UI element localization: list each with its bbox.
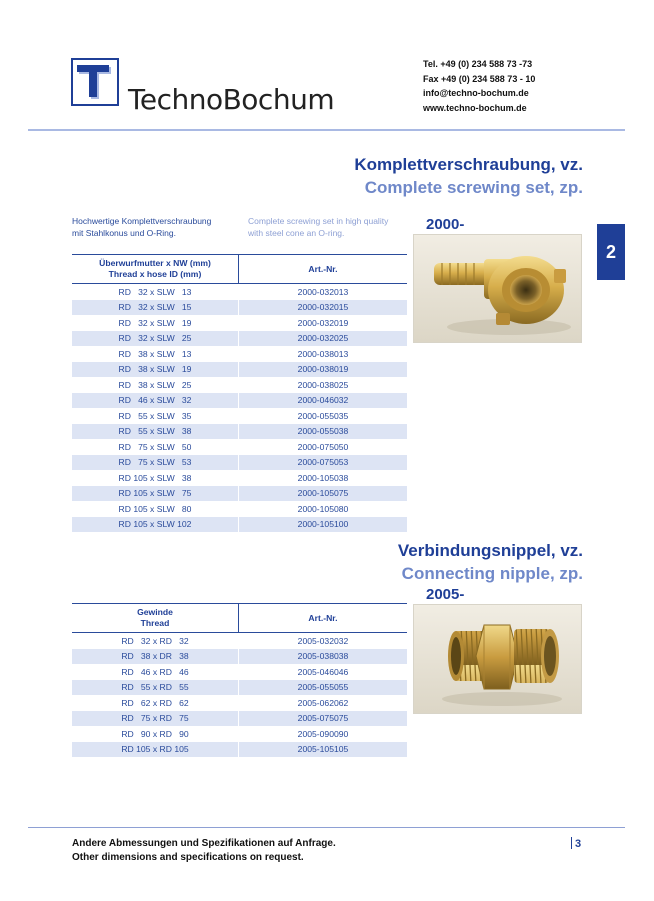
contact-web[interactable]: www.techno-bochum.de	[423, 102, 527, 113]
thread-size-cell: RD 75 x SLW 53	[72, 455, 239, 471]
article-number-cell: 2005-075075	[239, 711, 408, 727]
footer-note-en: Other dimensions and specifications on request.	[72, 852, 304, 863]
header-line: Thread	[140, 618, 170, 628]
thread-size-cell: RD 32 x SLW 15	[72, 300, 239, 316]
section2-title-en: Connecting nipple, zp.	[401, 564, 583, 583]
thread-size-cell: RD 75 x RD 75	[72, 711, 239, 727]
thread-size-cell: RD 32 x SLW 25	[72, 331, 239, 347]
footer-divider	[28, 827, 625, 828]
article-number-cell: 2000-105080	[297, 503, 349, 514]
article-number-cell: 2000-038019	[239, 362, 408, 378]
table-header-art-nr: Art.-Nr.	[239, 604, 408, 633]
thread-size-cell: RD 32 x SLW 19	[72, 315, 239, 331]
article-number-cell: 2000-032013	[297, 286, 349, 297]
table-header-art-nr: Art.-Nr.	[239, 255, 408, 284]
thread-size-cell: RD 62 x RD 62	[72, 695, 239, 711]
article-number-cell: 2000-055038	[239, 424, 408, 440]
thread-size-cell: RD 55 x RD 55	[72, 680, 239, 696]
table-row	[72, 486, 407, 502]
table-row	[72, 742, 407, 758]
article-number-cell: 2000-032015	[239, 300, 408, 316]
table-row	[72, 695, 407, 711]
table-header-row	[72, 255, 407, 284]
table-header-thread	[72, 255, 239, 284]
table-row	[72, 455, 407, 471]
section1-table	[72, 254, 407, 532]
table-header-row	[72, 604, 407, 633]
table-row	[72, 726, 407, 742]
article-number-cell: 2000-105100	[239, 517, 408, 533]
section1-code: 2000-	[426, 216, 465, 233]
company-logo	[71, 58, 119, 106]
header-line: Gewinde	[137, 607, 173, 617]
thread-size-cell: RD 105 x RD 105	[72, 742, 239, 758]
thread-size-cell: RD 38 x DR 38	[72, 649, 239, 665]
chapter-tab: 2	[597, 224, 625, 280]
article-number-cell: 2000-075053	[239, 455, 408, 471]
table-row	[72, 408, 407, 424]
table-row	[72, 664, 407, 680]
desc-line: mit Stahlkonus und O-Ring.	[72, 228, 176, 238]
page-number-bar	[571, 837, 572, 849]
table-row	[72, 711, 407, 727]
table-row	[72, 649, 407, 665]
article-number-cell: 2000-105038	[297, 472, 349, 483]
table-row	[72, 284, 407, 300]
footer-note-de: Andere Abmessungen und Spezifikationen auf Anfrage.	[72, 838, 336, 849]
table-row	[72, 315, 407, 331]
article-number-cell: 2000-032019	[297, 317, 349, 328]
table-row	[72, 346, 407, 362]
thread-size-cell: RD 105 x SLW 38	[72, 470, 239, 486]
article-number-cell: 2000-038013	[297, 348, 349, 359]
desc-line: Complete screwing set in high quality	[248, 216, 389, 226]
article-number-cell: 2005-062062	[297, 697, 349, 708]
table-row	[72, 362, 407, 378]
page-number	[571, 837, 581, 850]
thread-size-cell: RD 75 x SLW 50	[72, 439, 239, 455]
article-number-cell: 2005-090090	[297, 728, 349, 739]
table-row	[72, 393, 407, 409]
article-number-cell: 2000-038025	[297, 379, 349, 390]
desc-line: with steel cone an O-ring.	[248, 228, 345, 238]
section1-title-en: Complete screwing set, zp.	[364, 178, 583, 197]
table-row	[72, 377, 407, 393]
article-number-cell: 2005-046046	[297, 666, 349, 677]
article-number-cell: 2000-075050	[297, 441, 349, 452]
section2-table	[72, 603, 407, 757]
thread-size-cell: RD 38 x SLW 25	[72, 377, 239, 393]
table-header-thread	[72, 604, 239, 633]
article-number-cell: 2005-032032	[297, 635, 349, 646]
article-number-cell: 2005-105105	[239, 742, 408, 758]
table-row	[72, 517, 407, 533]
header-line: Überwurfmutter x NW (mm)	[99, 258, 211, 268]
contact-tel: Tel. +49 (0) 234 588 73 -73	[423, 59, 533, 69]
contact-fax: Fax +49 (0) 234 588 73 - 10	[423, 73, 536, 84]
article-number-cell: 2005-038038	[239, 649, 408, 665]
table-row	[72, 470, 407, 486]
thread-size-cell: RD 46 x RD 46	[72, 664, 239, 680]
section1-product-photo	[413, 234, 582, 343]
table-row	[72, 300, 407, 316]
section1-desc-en	[248, 215, 388, 239]
thread-size-cell: RD 105 x SLW 80	[72, 501, 239, 517]
article-number-cell: 2000-105075	[239, 486, 408, 502]
screwing-set-image	[414, 235, 581, 342]
section1-title-de: Komplettverschraubung, vz.	[354, 155, 583, 174]
table-row	[72, 680, 407, 696]
thread-size-cell: RD 38 x SLW 19	[72, 362, 239, 378]
header-line: Thread x hose ID (mm)	[108, 269, 202, 279]
thread-size-cell: RD 105 x SLW 75	[72, 486, 239, 502]
article-number-cell: 2000-055035	[297, 410, 349, 421]
thread-size-cell: RD 46 x SLW 32	[72, 393, 239, 409]
section2-code: 2005-	[426, 586, 465, 603]
table-row	[72, 424, 407, 440]
contact-email[interactable]: info@techno-bochum.de	[423, 88, 529, 98]
section2-product-photo	[413, 604, 582, 714]
thread-size-cell: RD 105 x SLW 102	[72, 517, 239, 533]
connecting-nipple-image	[414, 605, 581, 713]
table-row	[72, 501, 407, 517]
article-number-cell: 2000-046032	[239, 393, 408, 409]
thread-size-cell: RD 55 x SLW 35	[72, 408, 239, 424]
article-number-cell: 2000-032025	[239, 331, 408, 347]
section2-title-de: Verbindungsnippel, vz.	[397, 541, 583, 560]
page-number-value: 3	[575, 838, 582, 850]
article-number-cell: 2005-055055	[239, 680, 408, 696]
header-divider	[28, 129, 625, 131]
table-row	[72, 331, 407, 347]
section1-desc-de	[72, 215, 211, 239]
table-row	[72, 439, 407, 455]
desc-line: Hochwertige Komplettverschraubung	[72, 216, 212, 226]
logo-t-mark	[73, 60, 117, 104]
footer-note	[72, 837, 336, 865]
thread-size-cell: RD 90 x RD 90	[72, 726, 239, 742]
table-row	[72, 633, 407, 649]
brand-name: TechnoBochum	[128, 83, 335, 116]
thread-size-cell: RD 38 x SLW 13	[72, 346, 239, 362]
thread-size-cell: RD 32 x SLW 13	[72, 284, 239, 300]
thread-size-cell: RD 55 x SLW 38	[72, 424, 239, 440]
thread-size-cell: RD 32 x RD 32	[72, 633, 239, 649]
contact-block	[423, 57, 535, 115]
